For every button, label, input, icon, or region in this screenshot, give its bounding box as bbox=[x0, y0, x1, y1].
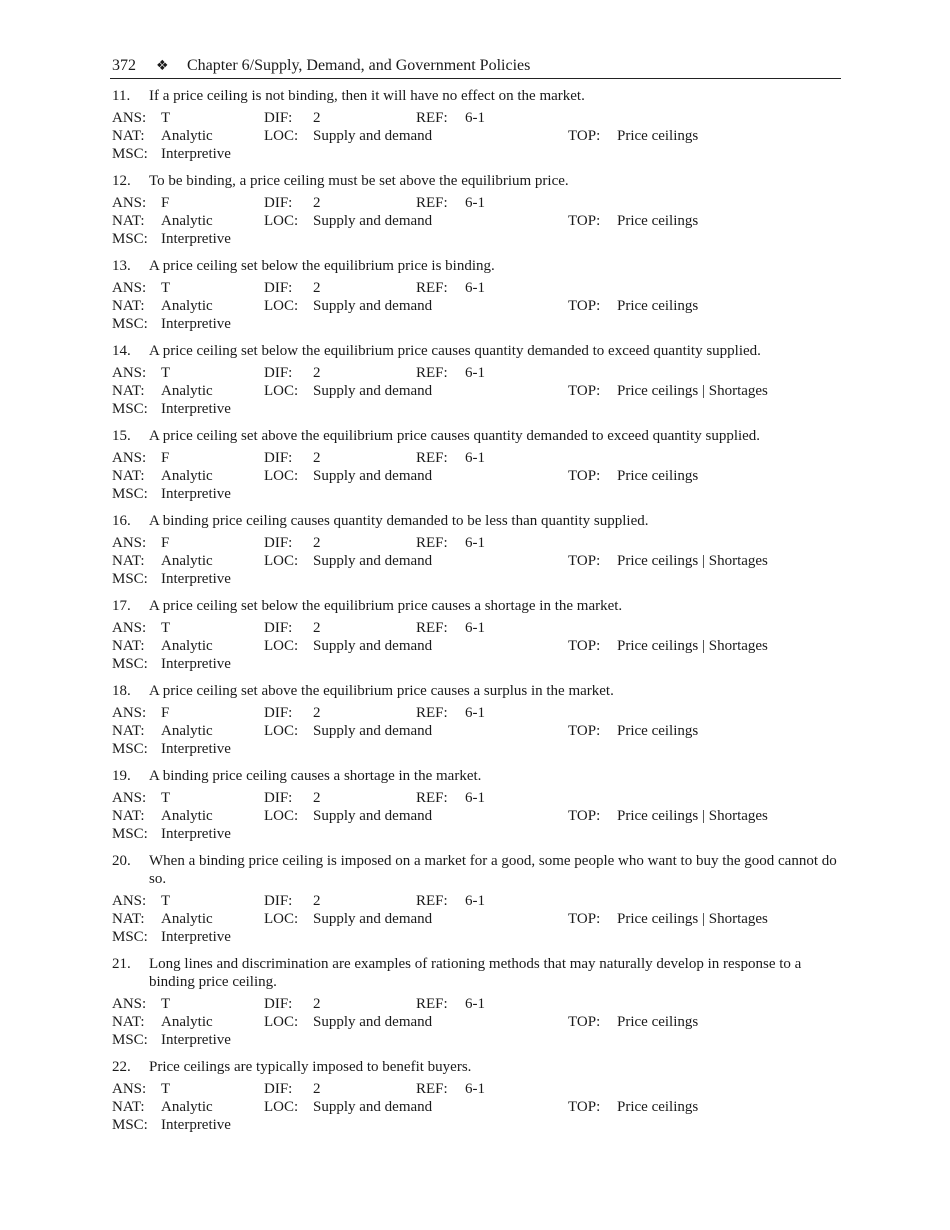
question-spacer bbox=[112, 843, 842, 852]
dif-value: 2 bbox=[313, 1081, 321, 1097]
msc-value: Interpretive bbox=[161, 231, 231, 247]
nat-label: NAT: bbox=[112, 383, 145, 399]
question-stem bbox=[112, 427, 842, 445]
top-value: Price ceilings | Shortages bbox=[617, 638, 768, 654]
loc-value: Supply and demand bbox=[313, 298, 433, 314]
question-text: When a binding price ceiling is imposed on a market for a good, some people who want to buy the good cannot do so. bbox=[149, 853, 837, 887]
answer-row bbox=[112, 892, 842, 910]
question-number: 22. bbox=[112, 1059, 131, 1075]
msc-label: MSC: bbox=[112, 401, 148, 417]
nat-value: Analytic bbox=[161, 638, 213, 654]
question-item bbox=[112, 257, 842, 342]
ref-label: REF: bbox=[416, 195, 448, 211]
ans-value: F bbox=[161, 195, 170, 211]
ans-label: ANS: bbox=[112, 195, 147, 211]
nat-value: Analytic bbox=[161, 808, 213, 824]
loc-label: LOC: bbox=[264, 1014, 299, 1030]
answer-row bbox=[112, 109, 842, 127]
msc-label: MSC: bbox=[112, 929, 148, 945]
question-spacer bbox=[112, 1049, 842, 1058]
loc-value: Supply and demand bbox=[313, 808, 433, 824]
nat-value: Analytic bbox=[161, 1014, 213, 1030]
ans-label: ANS: bbox=[112, 450, 147, 466]
question-spacer bbox=[112, 163, 842, 172]
dif-value: 2 bbox=[313, 996, 321, 1012]
question-stem bbox=[112, 767, 842, 785]
msc-row bbox=[112, 655, 842, 673]
dif-label: DIF: bbox=[264, 365, 293, 381]
msc-row bbox=[112, 145, 842, 163]
nat-row bbox=[112, 637, 842, 655]
loc-value: Supply and demand bbox=[313, 553, 433, 569]
question-stem bbox=[112, 342, 842, 360]
question-spacer bbox=[112, 673, 842, 682]
top-value: Price ceilings bbox=[617, 1099, 699, 1115]
loc-value: Supply and demand bbox=[313, 213, 433, 229]
question-text: A binding price ceiling causes a shortage in the market. bbox=[149, 768, 482, 784]
nat-label: NAT: bbox=[112, 723, 145, 739]
question-text: A price ceiling set above the equilibrium price causes a surplus in the market. bbox=[149, 683, 614, 699]
msc-value: Interpretive bbox=[161, 571, 231, 587]
ref-value: 6-1 bbox=[465, 535, 485, 551]
ornament-icon: ❖ bbox=[156, 58, 169, 74]
msc-value: Interpretive bbox=[161, 1117, 231, 1133]
question-stem bbox=[112, 1058, 842, 1076]
msc-value: Interpretive bbox=[161, 741, 231, 757]
nat-row bbox=[112, 910, 842, 928]
question-number: 18. bbox=[112, 683, 131, 699]
nat-row bbox=[112, 807, 842, 825]
question-item bbox=[112, 172, 842, 257]
top-value: Price ceilings | Shortages bbox=[617, 911, 768, 927]
nat-label: NAT: bbox=[112, 808, 145, 824]
ref-label: REF: bbox=[416, 365, 448, 381]
loc-value: Supply and demand bbox=[313, 911, 433, 927]
question-stem bbox=[112, 852, 842, 888]
question-number: 12. bbox=[112, 173, 131, 189]
question-spacer bbox=[112, 1134, 842, 1143]
question-stem bbox=[112, 512, 842, 530]
loc-label: LOC: bbox=[264, 298, 299, 314]
msc-value: Interpretive bbox=[161, 401, 231, 417]
msc-row bbox=[112, 230, 842, 248]
msc-label: MSC: bbox=[112, 741, 148, 757]
question-text: If a price ceiling is not binding, then it will have no effect on the market. bbox=[149, 88, 585, 104]
top-value: Price ceilings bbox=[617, 298, 699, 314]
nat-value: Analytic bbox=[161, 383, 213, 399]
ref-value: 6-1 bbox=[465, 705, 485, 721]
ans-label: ANS: bbox=[112, 620, 147, 636]
dif-value: 2 bbox=[313, 280, 321, 296]
loc-value: Supply and demand bbox=[313, 638, 433, 654]
answer-row bbox=[112, 619, 842, 637]
loc-label: LOC: bbox=[264, 808, 299, 824]
question-spacer bbox=[112, 758, 842, 767]
msc-label: MSC: bbox=[112, 316, 148, 332]
question-spacer bbox=[112, 946, 842, 955]
dif-label: DIF: bbox=[264, 996, 293, 1012]
ans-value: F bbox=[161, 705, 170, 721]
top-value: Price ceilings bbox=[617, 1014, 699, 1030]
ans-label: ANS: bbox=[112, 790, 147, 806]
dif-value: 2 bbox=[313, 365, 321, 381]
nat-label: NAT: bbox=[112, 638, 145, 654]
top-label: TOP: bbox=[568, 383, 601, 399]
nat-row bbox=[112, 382, 842, 400]
dif-value: 2 bbox=[313, 893, 321, 909]
question-item bbox=[112, 852, 842, 955]
top-value: Price ceilings bbox=[617, 723, 699, 739]
question-text: A price ceiling set below the equilibrium price causes a shortage in the market. bbox=[149, 598, 623, 614]
msc-label: MSC: bbox=[112, 146, 148, 162]
question-text: A price ceiling set below the equilibrium price is binding. bbox=[149, 258, 495, 274]
dif-value: 2 bbox=[313, 705, 321, 721]
ref-value: 6-1 bbox=[465, 996, 485, 1012]
top-value: Price ceilings bbox=[617, 213, 699, 229]
ref-value: 6-1 bbox=[465, 365, 485, 381]
ans-value: T bbox=[161, 996, 171, 1012]
dif-label: DIF: bbox=[264, 620, 293, 636]
loc-label: LOC: bbox=[264, 383, 299, 399]
loc-label: LOC: bbox=[264, 128, 299, 144]
page-header bbox=[110, 56, 841, 79]
nat-value: Analytic bbox=[161, 553, 213, 569]
nat-label: NAT: bbox=[112, 298, 145, 314]
question-stem bbox=[112, 955, 842, 991]
answer-row bbox=[112, 449, 842, 467]
question-item bbox=[112, 597, 842, 682]
nat-row bbox=[112, 1013, 842, 1031]
ans-label: ANS: bbox=[112, 110, 147, 126]
question-number: 20. bbox=[112, 853, 131, 869]
ref-value: 6-1 bbox=[465, 1081, 485, 1097]
msc-value: Interpretive bbox=[161, 1032, 231, 1048]
top-label: TOP: bbox=[568, 911, 601, 927]
question-spacer bbox=[112, 503, 842, 512]
question-item bbox=[112, 767, 842, 852]
loc-value: Supply and demand bbox=[313, 1014, 433, 1030]
ref-label: REF: bbox=[416, 893, 448, 909]
nat-label: NAT: bbox=[112, 1014, 145, 1030]
ans-value: F bbox=[161, 535, 170, 551]
ans-value: F bbox=[161, 450, 170, 466]
ans-label: ANS: bbox=[112, 365, 147, 381]
top-label: TOP: bbox=[568, 128, 601, 144]
ans-value: T bbox=[161, 110, 171, 126]
top-label: TOP: bbox=[568, 723, 601, 739]
dif-label: DIF: bbox=[264, 280, 293, 296]
msc-value: Interpretive bbox=[161, 486, 231, 502]
dif-label: DIF: bbox=[264, 195, 293, 211]
question-spacer bbox=[112, 418, 842, 427]
ref-label: REF: bbox=[416, 450, 448, 466]
ans-value: T bbox=[161, 790, 171, 806]
ref-value: 6-1 bbox=[465, 195, 485, 211]
nat-row bbox=[112, 1098, 842, 1116]
msc-value: Interpretive bbox=[161, 826, 231, 842]
question-stem bbox=[112, 87, 842, 105]
msc-label: MSC: bbox=[112, 571, 148, 587]
loc-value: Supply and demand bbox=[313, 128, 433, 144]
msc-value: Interpretive bbox=[161, 146, 231, 162]
answer-row bbox=[112, 1080, 842, 1098]
question-item bbox=[112, 512, 842, 597]
nat-row bbox=[112, 552, 842, 570]
msc-row bbox=[112, 485, 842, 503]
nat-label: NAT: bbox=[112, 553, 145, 569]
loc-label: LOC: bbox=[264, 553, 299, 569]
question-stem bbox=[112, 172, 842, 190]
nat-value: Analytic bbox=[161, 911, 213, 927]
question-text: Long lines and discrimination are examples of rationing methods that may naturally develop in response to a binding price ceiling. bbox=[149, 956, 802, 990]
ref-value: 6-1 bbox=[465, 110, 485, 126]
ans-label: ANS: bbox=[112, 535, 147, 551]
question-number: 13. bbox=[112, 258, 131, 274]
loc-label: LOC: bbox=[264, 213, 299, 229]
nat-row bbox=[112, 297, 842, 315]
top-label: TOP: bbox=[568, 468, 601, 484]
loc-value: Supply and demand bbox=[313, 468, 433, 484]
question-text: To be binding, a price ceiling must be set above the equilibrium price. bbox=[149, 173, 569, 189]
loc-label: LOC: bbox=[264, 1099, 299, 1115]
msc-value: Interpretive bbox=[161, 316, 231, 332]
question-spacer bbox=[112, 333, 842, 342]
question-item bbox=[112, 342, 842, 427]
question-item bbox=[112, 955, 842, 1058]
msc-row bbox=[112, 400, 842, 418]
msc-label: MSC: bbox=[112, 1032, 148, 1048]
top-label: TOP: bbox=[568, 213, 601, 229]
ans-value: T bbox=[161, 893, 171, 909]
question-item bbox=[112, 1058, 842, 1143]
question-text: A price ceiling set below the equilibrium price causes quantity demanded to exceed quantity supplied. bbox=[149, 343, 761, 359]
nat-row bbox=[112, 212, 842, 230]
nat-label: NAT: bbox=[112, 468, 145, 484]
msc-row bbox=[112, 825, 842, 843]
nat-value: Analytic bbox=[161, 128, 213, 144]
ref-label: REF: bbox=[416, 996, 448, 1012]
ans-label: ANS: bbox=[112, 705, 147, 721]
msc-row bbox=[112, 740, 842, 758]
top-label: TOP: bbox=[568, 1099, 601, 1115]
question-spacer bbox=[112, 248, 842, 257]
loc-value: Supply and demand bbox=[313, 1099, 433, 1115]
dif-label: DIF: bbox=[264, 893, 293, 909]
top-label: TOP: bbox=[568, 808, 601, 824]
nat-value: Analytic bbox=[161, 213, 213, 229]
top-label: TOP: bbox=[568, 638, 601, 654]
dif-value: 2 bbox=[313, 450, 321, 466]
msc-row bbox=[112, 1116, 842, 1134]
nat-value: Analytic bbox=[161, 1099, 213, 1115]
answer-row bbox=[112, 279, 842, 297]
nat-value: Analytic bbox=[161, 298, 213, 314]
ans-value: T bbox=[161, 1081, 171, 1097]
top-label: TOP: bbox=[568, 1014, 601, 1030]
ref-label: REF: bbox=[416, 705, 448, 721]
ref-value: 6-1 bbox=[465, 893, 485, 909]
ref-value: 6-1 bbox=[465, 280, 485, 296]
msc-label: MSC: bbox=[112, 486, 148, 502]
question-number: 17. bbox=[112, 598, 131, 614]
question-number: 19. bbox=[112, 768, 131, 784]
top-value: Price ceilings | Shortages bbox=[617, 808, 768, 824]
answer-row bbox=[112, 364, 842, 382]
question-number: 11. bbox=[112, 88, 131, 104]
msc-value: Interpretive bbox=[161, 929, 231, 945]
loc-label: LOC: bbox=[264, 468, 299, 484]
top-label: TOP: bbox=[568, 298, 601, 314]
ref-label: REF: bbox=[416, 620, 448, 636]
msc-label: MSC: bbox=[112, 231, 148, 247]
loc-label: LOC: bbox=[264, 638, 299, 654]
top-value: Price ceilings | Shortages bbox=[617, 383, 768, 399]
msc-row bbox=[112, 570, 842, 588]
loc-value: Supply and demand bbox=[313, 723, 433, 739]
answer-row bbox=[112, 995, 842, 1013]
nat-row bbox=[112, 722, 842, 740]
ans-value: T bbox=[161, 365, 171, 381]
question-text: A binding price ceiling causes quantity demanded to be less than quantity supplied. bbox=[149, 513, 649, 529]
dif-label: DIF: bbox=[264, 790, 293, 806]
question-item bbox=[112, 87, 842, 172]
ans-label: ANS: bbox=[112, 1081, 147, 1097]
question-text: Price ceilings are typically imposed to benefit buyers. bbox=[149, 1059, 472, 1075]
question-number: 15. bbox=[112, 428, 131, 444]
loc-label: LOC: bbox=[264, 723, 299, 739]
top-value: Price ceilings bbox=[617, 468, 699, 484]
dif-value: 2 bbox=[313, 110, 321, 126]
question-text: A price ceiling set above the equilibrium price causes quantity demanded to exceed quantity supplied. bbox=[149, 428, 761, 444]
question-stem bbox=[112, 597, 842, 615]
dif-label: DIF: bbox=[264, 110, 293, 126]
dif-label: DIF: bbox=[264, 1081, 293, 1097]
ref-label: REF: bbox=[416, 535, 448, 551]
ans-value: T bbox=[161, 280, 171, 296]
question-number: 21. bbox=[112, 956, 131, 972]
question-number: 16. bbox=[112, 513, 131, 529]
dif-value: 2 bbox=[313, 195, 321, 211]
question-stem bbox=[112, 257, 842, 275]
nat-value: Analytic bbox=[161, 723, 213, 739]
dif-value: 2 bbox=[313, 535, 321, 551]
nat-label: NAT: bbox=[112, 128, 145, 144]
nat-row bbox=[112, 127, 842, 145]
msc-value: Interpretive bbox=[161, 656, 231, 672]
ans-label: ANS: bbox=[112, 996, 147, 1012]
msc-label: MSC: bbox=[112, 826, 148, 842]
nat-label: NAT: bbox=[112, 911, 145, 927]
question-number: 14. bbox=[112, 343, 131, 359]
msc-row bbox=[112, 1031, 842, 1049]
dif-value: 2 bbox=[313, 790, 321, 806]
top-value: Price ceilings | Shortages bbox=[617, 553, 768, 569]
ref-label: REF: bbox=[416, 1081, 448, 1097]
msc-row bbox=[112, 928, 842, 946]
answer-row bbox=[112, 194, 842, 212]
top-label: TOP: bbox=[568, 553, 601, 569]
question-stem bbox=[112, 682, 842, 700]
ans-label: ANS: bbox=[112, 280, 147, 296]
loc-label: LOC: bbox=[264, 911, 299, 927]
question-spacer bbox=[112, 588, 842, 597]
question-item bbox=[112, 682, 842, 767]
nat-value: Analytic bbox=[161, 468, 213, 484]
ref-label: REF: bbox=[416, 790, 448, 806]
ref-value: 6-1 bbox=[465, 790, 485, 806]
dif-label: DIF: bbox=[264, 535, 293, 551]
nat-row bbox=[112, 467, 842, 485]
page-number: 372 bbox=[112, 57, 136, 74]
question-item bbox=[112, 427, 842, 512]
nat-label: NAT: bbox=[112, 213, 145, 229]
dif-label: DIF: bbox=[264, 705, 293, 721]
dif-label: DIF: bbox=[264, 450, 293, 466]
answer-row bbox=[112, 534, 842, 552]
top-value: Price ceilings bbox=[617, 128, 699, 144]
ref-label: REF: bbox=[416, 280, 448, 296]
question-list bbox=[112, 87, 842, 1143]
ans-value: T bbox=[161, 620, 171, 636]
msc-row bbox=[112, 315, 842, 333]
ref-value: 6-1 bbox=[465, 450, 485, 466]
dif-value: 2 bbox=[313, 620, 321, 636]
ref-label: REF: bbox=[416, 110, 448, 126]
ans-label: ANS: bbox=[112, 893, 147, 909]
answer-row bbox=[112, 704, 842, 722]
ref-value: 6-1 bbox=[465, 620, 485, 636]
msc-label: MSC: bbox=[112, 656, 148, 672]
chapter-title: Chapter 6/Supply, Demand, and Government Policies bbox=[187, 57, 531, 74]
nat-label: NAT: bbox=[112, 1099, 145, 1115]
answer-row bbox=[112, 789, 842, 807]
msc-label: MSC: bbox=[112, 1117, 148, 1133]
loc-value: Supply and demand bbox=[313, 383, 433, 399]
